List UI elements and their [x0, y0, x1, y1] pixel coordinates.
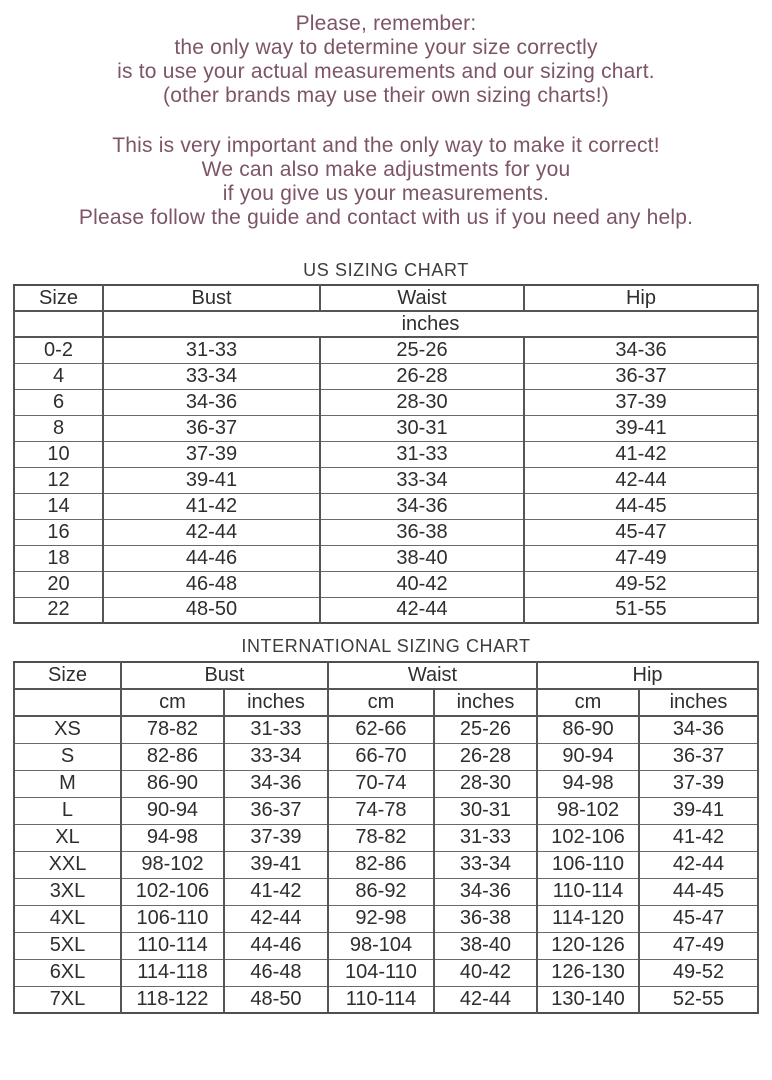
bust-cm-cell: 78-82 — [121, 716, 224, 743]
table-row — [14, 363, 758, 389]
bust-cell: 34-36 — [103, 389, 320, 415]
size-cell: M — [14, 770, 121, 797]
table-row — [14, 824, 758, 851]
bust-inches-cell: 46-48 — [224, 959, 328, 986]
us-sizing-table — [13, 284, 759, 624]
bust-cell: 48-50 — [103, 597, 320, 623]
us-unit-row — [14, 311, 758, 337]
hip-inches-cell: 36-37 — [639, 743, 758, 770]
hip-cm-cell: 106-110 — [537, 851, 639, 878]
bust-cm-cell: 118-122 — [121, 986, 224, 1013]
waist-inches-cell: 38-40 — [434, 932, 537, 959]
waist-cell: 30-31 — [320, 415, 524, 441]
bust-cm-cell: 98-102 — [121, 851, 224, 878]
hip-cell: 44-45 — [524, 493, 758, 519]
waist-cell: 26-28 — [320, 363, 524, 389]
waist-cell: 25-26 — [320, 337, 524, 363]
size-cell: 22 — [14, 597, 103, 623]
intro-paragraph-important — [0, 134, 772, 230]
column-header-bust: Bust — [121, 662, 328, 689]
table-row — [14, 797, 758, 824]
waist-cell: 38-40 — [320, 545, 524, 571]
table-row — [14, 770, 758, 797]
us-chart-title: US SIZING CHART — [303, 260, 469, 280]
size-cell: S — [14, 743, 121, 770]
size-cell: 5XL — [14, 932, 121, 959]
waist-inches-cell: 40-42 — [434, 959, 537, 986]
intro-line: This is very important and the only way to make it correct! — [112, 134, 660, 157]
hip-cm-cell: 98-102 — [537, 797, 639, 824]
bust-inches-cell: 37-39 — [224, 824, 328, 851]
unit-label-cell: inches — [103, 311, 758, 337]
hip-cell: 51-55 — [524, 597, 758, 623]
waist-cm-cell: 98-104 — [328, 932, 434, 959]
size-cell: 6XL — [14, 959, 121, 986]
hip-cell: 34-36 — [524, 337, 758, 363]
intro-line: (other brands may use their own sizing charts!) — [163, 84, 609, 107]
size-cell: 10 — [14, 441, 103, 467]
waist-cell: 42-44 — [320, 597, 524, 623]
bust-cell: 31-33 — [103, 337, 320, 363]
waist-cm-cell: 86-92 — [328, 878, 434, 905]
empty-cell — [14, 311, 103, 337]
size-cell: 18 — [14, 545, 103, 571]
unit-header-cm: cm — [537, 689, 639, 716]
bust-inches-cell: 33-34 — [224, 743, 328, 770]
intro-line: We can also make adjustments for you — [201, 158, 571, 181]
size-cell: XS — [14, 716, 121, 743]
column-header-waist: Waist — [320, 285, 524, 311]
unit-header-cm: cm — [121, 689, 224, 716]
hip-inches-cell: 47-49 — [639, 932, 758, 959]
bust-inches-cell: 41-42 — [224, 878, 328, 905]
intro-line: if you give us your measurements. — [222, 182, 550, 205]
table-row — [14, 415, 758, 441]
hip-cell: 37-39 — [524, 389, 758, 415]
table-row — [14, 337, 758, 363]
bust-cm-cell: 110-114 — [121, 932, 224, 959]
size-cell: 0-2 — [14, 337, 103, 363]
table-row — [14, 441, 758, 467]
size-cell: XXL — [14, 851, 121, 878]
empty-cell — [14, 689, 121, 716]
intro-paragraph-reminder — [0, 0, 772, 108]
bust-inches-cell: 39-41 — [224, 851, 328, 878]
size-cell: 16 — [14, 519, 103, 545]
table-row — [14, 519, 758, 545]
size-cell: 20 — [14, 571, 103, 597]
intro-line: the only way to determine your size correctly — [174, 36, 598, 59]
hip-cm-cell: 110-114 — [537, 878, 639, 905]
bust-cell: 44-46 — [103, 545, 320, 571]
waist-cell: 36-38 — [320, 519, 524, 545]
column-header-hip: Hip — [537, 662, 758, 689]
hip-inches-cell: 34-36 — [639, 716, 758, 743]
table-row — [14, 851, 758, 878]
us-header-row — [14, 285, 758, 311]
bust-cell: 42-44 — [103, 519, 320, 545]
unit-header-cm: cm — [328, 689, 434, 716]
hip-inches-cell: 44-45 — [639, 878, 758, 905]
waist-inches-cell: 30-31 — [434, 797, 537, 824]
intl-unit-row — [14, 689, 758, 716]
table-row — [14, 905, 758, 932]
size-cell: 14 — [14, 493, 103, 519]
hip-cm-cell: 114-120 — [537, 905, 639, 932]
table-row — [14, 959, 758, 986]
table-row — [14, 389, 758, 415]
bust-inches-cell: 34-36 — [224, 770, 328, 797]
hip-inches-cell: 49-52 — [639, 959, 758, 986]
table-row — [14, 743, 758, 770]
hip-inches-cell: 39-41 — [639, 797, 758, 824]
hip-cm-cell: 86-90 — [537, 716, 639, 743]
hip-cell: 47-49 — [524, 545, 758, 571]
waist-cm-cell: 70-74 — [328, 770, 434, 797]
waist-cell: 33-34 — [320, 467, 524, 493]
waist-cm-cell: 110-114 — [328, 986, 434, 1013]
hip-cm-cell: 126-130 — [537, 959, 639, 986]
bust-cell: 37-39 — [103, 441, 320, 467]
bust-cell: 46-48 — [103, 571, 320, 597]
column-header-waist: Waist — [328, 662, 537, 689]
waist-cell: 28-30 — [320, 389, 524, 415]
hip-inches-cell: 37-39 — [639, 770, 758, 797]
waist-cell: 31-33 — [320, 441, 524, 467]
size-cell: 8 — [14, 415, 103, 441]
bust-cell: 39-41 — [103, 467, 320, 493]
size-cell: 12 — [14, 467, 103, 493]
column-header-hip: Hip — [524, 285, 758, 311]
hip-cell: 39-41 — [524, 415, 758, 441]
bust-cm-cell: 86-90 — [121, 770, 224, 797]
unit-header-inches: inches — [639, 689, 758, 716]
waist-cm-cell: 78-82 — [328, 824, 434, 851]
waist-cm-cell: 74-78 — [328, 797, 434, 824]
waist-cm-cell: 82-86 — [328, 851, 434, 878]
waist-cm-cell: 92-98 — [328, 905, 434, 932]
hip-cm-cell: 120-126 — [537, 932, 639, 959]
bust-cm-cell: 94-98 — [121, 824, 224, 851]
bust-cm-cell: 90-94 — [121, 797, 224, 824]
table-row — [14, 986, 758, 1013]
waist-inches-cell: 26-28 — [434, 743, 537, 770]
waist-inches-cell: 42-44 — [434, 986, 537, 1013]
waist-inches-cell: 33-34 — [434, 851, 537, 878]
size-cell: 4 — [14, 363, 103, 389]
column-header-bust: Bust — [103, 285, 320, 311]
bust-inches-cell: 48-50 — [224, 986, 328, 1013]
waist-inches-cell: 36-38 — [434, 905, 537, 932]
hip-cm-cell: 90-94 — [537, 743, 639, 770]
intl-sizing-table — [13, 661, 759, 1014]
waist-cm-cell: 62-66 — [328, 716, 434, 743]
waist-cm-cell: 66-70 — [328, 743, 434, 770]
intro-line: Please follow the guide and contact with us if you need any help. — [78, 206, 694, 229]
waist-inches-cell: 28-30 — [434, 770, 537, 797]
size-cell: 6 — [14, 389, 103, 415]
hip-cm-cell: 130-140 — [537, 986, 639, 1013]
intl-header-row — [14, 662, 758, 689]
table-row — [14, 597, 758, 623]
waist-cell: 34-36 — [320, 493, 524, 519]
hip-cell: 42-44 — [524, 467, 758, 493]
column-header-size: Size — [14, 662, 121, 689]
bust-cm-cell: 106-110 — [121, 905, 224, 932]
table-row — [14, 545, 758, 571]
bust-inches-cell: 42-44 — [224, 905, 328, 932]
table-row — [14, 467, 758, 493]
table-row — [14, 878, 758, 905]
size-cell: 7XL — [14, 986, 121, 1013]
hip-cell: 45-47 — [524, 519, 758, 545]
unit-header-inches: inches — [434, 689, 537, 716]
bust-inches-cell: 44-46 — [224, 932, 328, 959]
intl-chart-title: INTERNATIONAL SIZING CHART — [241, 636, 531, 656]
hip-inches-cell: 52-55 — [639, 986, 758, 1013]
size-cell: 4XL — [14, 905, 121, 932]
bust-cell: 33-34 — [103, 363, 320, 389]
bust-cell: 41-42 — [103, 493, 320, 519]
table-row — [14, 932, 758, 959]
hip-cell: 36-37 — [524, 363, 758, 389]
size-cell: L — [14, 797, 121, 824]
waist-cm-cell: 104-110 — [328, 959, 434, 986]
bust-cell: 36-37 — [103, 415, 320, 441]
table-row — [14, 571, 758, 597]
column-header-size: Size — [14, 285, 103, 311]
waist-cell: 40-42 — [320, 571, 524, 597]
waist-inches-cell: 31-33 — [434, 824, 537, 851]
hip-cm-cell: 94-98 — [537, 770, 639, 797]
waist-inches-cell: 25-26 — [434, 716, 537, 743]
hip-cell: 41-42 — [524, 441, 758, 467]
intro-line: is to use your actual measurements and our sizing chart. — [117, 60, 655, 83]
hip-inches-cell: 41-42 — [639, 824, 758, 851]
size-cell: 3XL — [14, 878, 121, 905]
bust-cm-cell: 114-118 — [121, 959, 224, 986]
hip-inches-cell: 42-44 — [639, 851, 758, 878]
table-row — [14, 716, 758, 743]
waist-inches-cell: 34-36 — [434, 878, 537, 905]
unit-header-inches: inches — [224, 689, 328, 716]
hip-cm-cell: 102-106 — [537, 824, 639, 851]
hip-inches-cell: 45-47 — [639, 905, 758, 932]
bust-cm-cell: 82-86 — [121, 743, 224, 770]
bust-cm-cell: 102-106 — [121, 878, 224, 905]
bust-inches-cell: 31-33 — [224, 716, 328, 743]
table-row — [14, 493, 758, 519]
intro-line: Please, remember: — [295, 12, 477, 35]
bust-inches-cell: 36-37 — [224, 797, 328, 824]
size-cell: XL — [14, 824, 121, 851]
hip-cell: 49-52 — [524, 571, 758, 597]
